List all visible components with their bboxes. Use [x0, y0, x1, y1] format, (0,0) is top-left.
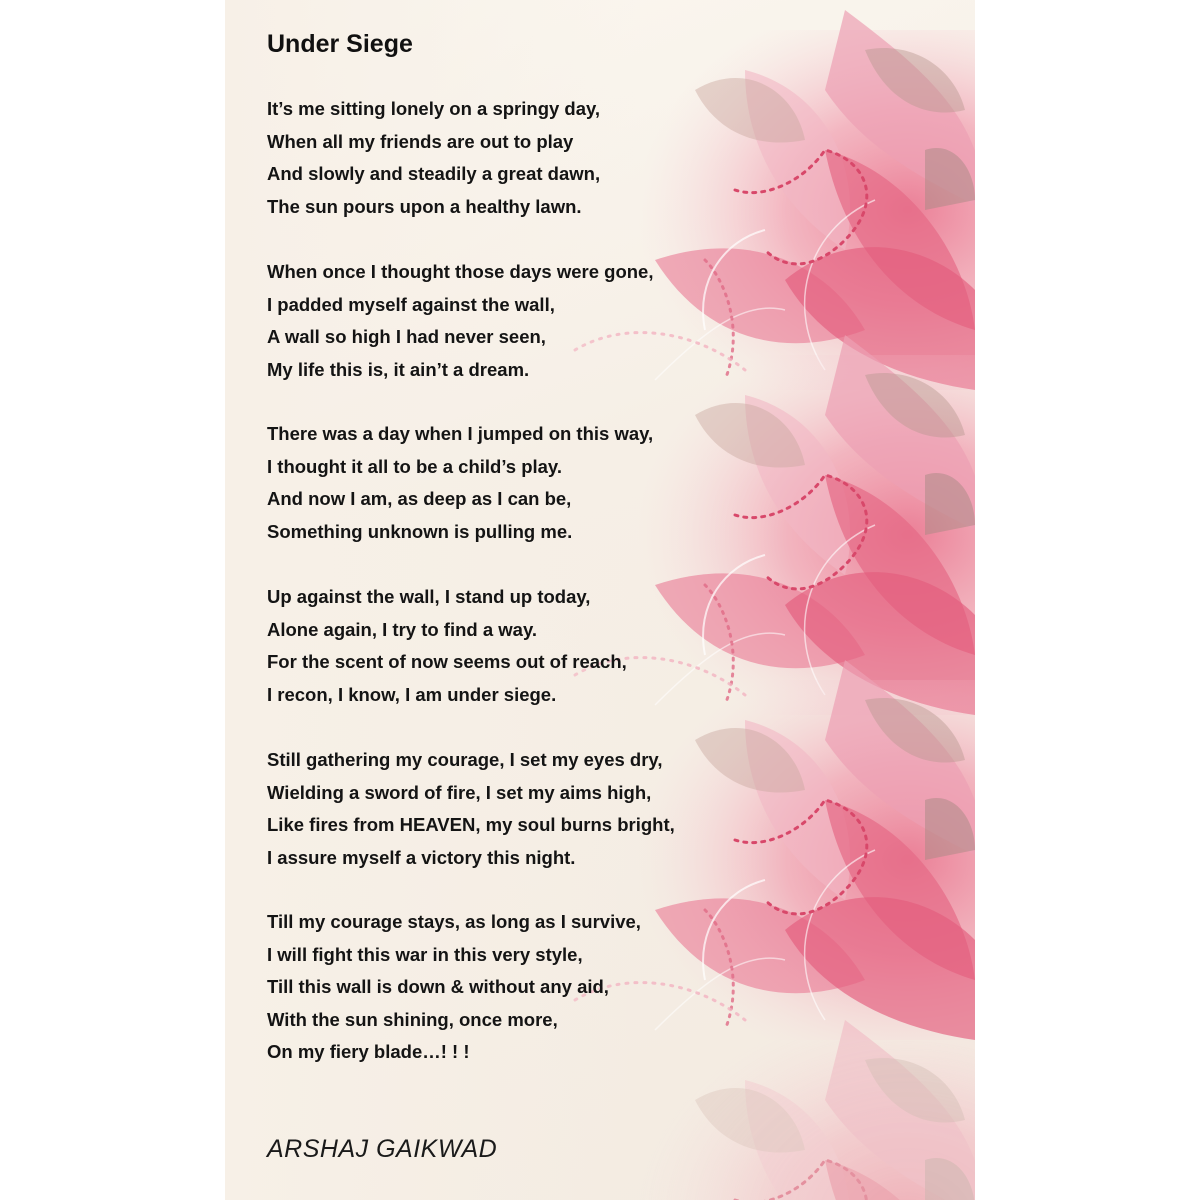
poem-line: Till this wall is down & without any aid,: [267, 976, 609, 998]
poem-line: I thought it all to be a child’s play.: [267, 455, 562, 477]
poem-line: Something unknown is pulling me.: [267, 520, 573, 542]
poem-line: It’s me sitting lonely on a springy day,: [267, 98, 601, 119]
poem-line: Like fires from HEAVEN, my soul burns bright,: [267, 814, 675, 836]
poem-line: Still gathering my courage, I set my eyes dry,: [267, 749, 663, 770]
poem-title: Under Siege: [267, 30, 413, 58]
poem-line: And slowly and steadily a great dawn,: [267, 163, 601, 185]
poem-line: Till my courage stays, as long as I survive,: [267, 911, 641, 932]
stanza-6: [267, 906, 641, 1069]
poem-line: When all my friends are out to play: [267, 130, 574, 152]
poem-line: I will fight this war in this very style,: [267, 943, 583, 965]
poem-line: Alone again, I try to find a way.: [267, 618, 538, 640]
poem-line: Up against the wall, I stand up today,: [267, 586, 591, 607]
stanza-1: [267, 93, 600, 223]
poem-page: [225, 0, 975, 1200]
stanza-4: [267, 581, 627, 711]
poem-author: ARSHAJ GAIKWAD: [267, 1135, 498, 1163]
stanza-3: [267, 418, 653, 548]
poem-line: A wall so high I had never seen,: [267, 326, 546, 348]
poem-line: My life this is, it ain’t a dream.: [267, 358, 530, 380]
poem-line: On my fiery blade…! ! !: [267, 1041, 470, 1063]
poem-line: When once I thought those days were gone,: [267, 261, 654, 282]
poem-line: And now I am, as deep as I can be,: [267, 488, 572, 510]
stanza-5: [267, 744, 675, 874]
poem-line: There was a day when I jumped on this way,: [267, 423, 654, 444]
poem-line: I recon, I know, I am under siege.: [267, 683, 557, 705]
poem-line: Wielding a sword of fire, I set my aims high,: [267, 781, 652, 803]
poem-line: I padded myself against the wall,: [267, 293, 555, 315]
poem-line: The sun pours upon a healthy lawn.: [267, 195, 582, 217]
poem-line: With the sun shining, once more,: [267, 1008, 558, 1030]
stanza-2: [267, 256, 653, 386]
poem-line: I assure myself a victory this night.: [267, 846, 576, 868]
poem-line: For the scent of now seems out of reach,: [267, 651, 627, 673]
